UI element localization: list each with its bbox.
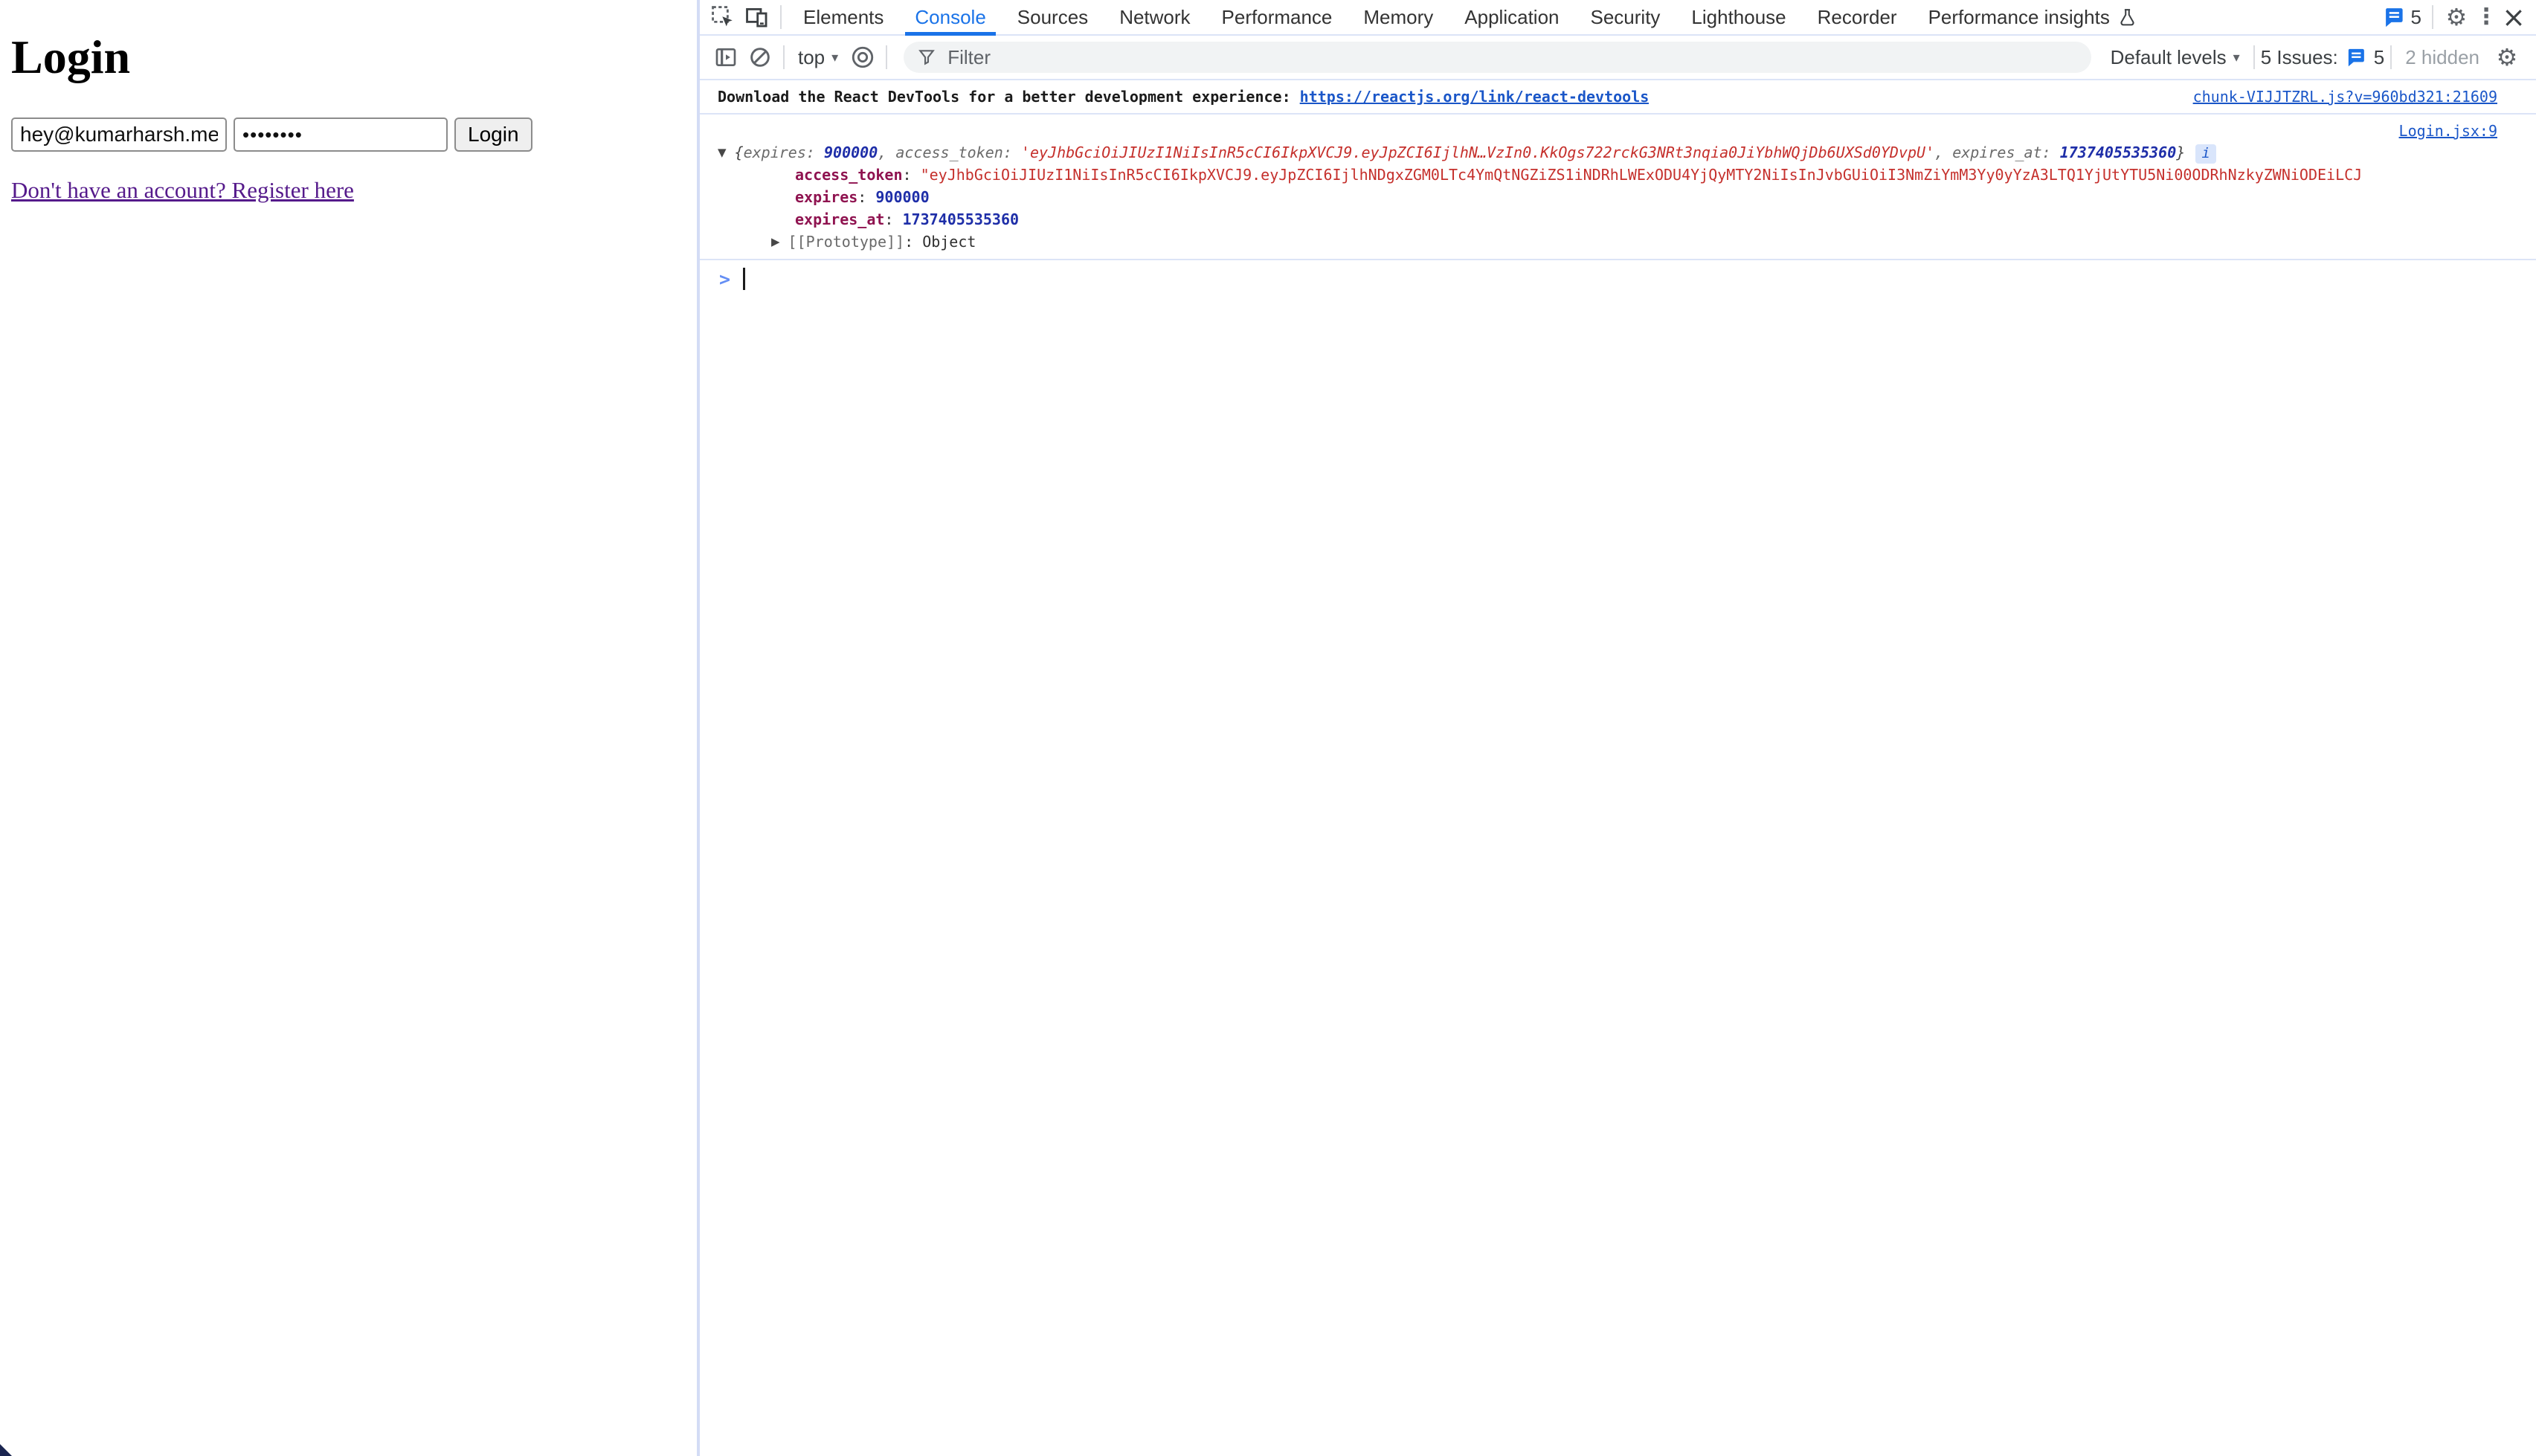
- console-object-property: [718, 208, 2497, 231]
- toolbar-separator: [783, 45, 785, 69]
- devtools-tabbar: [700, 0, 2536, 36]
- devtools-panel: [700, 0, 2536, 1456]
- kebab-menu-icon: ⋮: [2475, 4, 2497, 30]
- property-value: 900000: [875, 188, 930, 206]
- preview-value: 'eyJhbGciOiJIUzI1NiIsInR5cCI6IkpXVCJ9.eyJpZCI6IjlhN…VzIn0.KkOgs722rckG3NRt3nqia0JiYbhWQjDb6UXSd0YDvpU': [1020, 144, 1935, 161]
- tab-console[interactable]: [899, 0, 1001, 34]
- tab-application[interactable]: [1449, 0, 1574, 34]
- property-value: 1737405535360: [902, 210, 1020, 228]
- text-cursor: [743, 268, 745, 290]
- toggle-device-toolbar-button[interactable]: [740, 1, 774, 33]
- live-expression-eye-icon: [850, 45, 875, 70]
- devtools-close-button[interactable]: [2499, 1, 2529, 33]
- execution-context-selector[interactable]: [791, 46, 846, 69]
- login-form: [11, 117, 697, 152]
- tab-label: Lighthouse: [1691, 5, 1786, 28]
- property-value: "eyJhbGciOiJIUzI1NiIsInR5cCI6IkpXVCJ9.eyJpZCI6IjlhNDgxZGM0LTc4YmQtNGZiZS1iNDRhLWExODU4YjQyMTY2NiIsInJvbGUiOiI3NmZiYmM3Yy0yYzA3LTQ1YjUtYTU5Ni00ODRhNzkyZWNiODEiLCJ: [920, 166, 2363, 184]
- tab-memory[interactable]: [1348, 0, 1449, 34]
- chevron-down-icon: ▾: [2233, 49, 2240, 65]
- inspect-cursor-icon: [710, 4, 736, 30]
- page-title: Login: [11, 30, 131, 83]
- expand-expander-icon[interactable]: ▶: [771, 235, 780, 248]
- close-icon: ×: [2502, 1, 2526, 33]
- console-object-property: [718, 186, 2497, 208]
- preview-key: expires_at: [1952, 144, 2042, 161]
- issues-bubble-icon: [2346, 47, 2366, 68]
- issues-counter[interactable]: [2261, 46, 2385, 69]
- inspect-element-button[interactable]: [706, 1, 740, 33]
- console-sidebar-toggle-button[interactable]: [709, 41, 743, 74]
- property-colon: :: [884, 210, 903, 228]
- gear-icon: ⚙: [2445, 3, 2468, 31]
- chevron-down-icon: ▾: [831, 49, 839, 65]
- preview-key: access_token: [895, 144, 1003, 161]
- flask-icon: [2117, 7, 2137, 28]
- tab-network[interactable]: [1104, 0, 1206, 34]
- devtools-settings-button[interactable]: [2439, 1, 2474, 33]
- login-button[interactable]: Login: [454, 117, 532, 152]
- tab-label: Network: [1119, 5, 1191, 28]
- preview-key: expires: [743, 144, 806, 161]
- tabbar-separator: [2432, 5, 2433, 29]
- log-levels-dropdown[interactable]: [2103, 46, 2247, 69]
- clear-console-icon: [748, 45, 772, 69]
- filter-funnel-icon: [917, 48, 936, 67]
- tab-label: Memory: [1363, 5, 1434, 28]
- toolbar-separator: [886, 45, 887, 69]
- console-messages: [700, 80, 2536, 1456]
- prompt-chevron-icon: >: [719, 268, 731, 290]
- issues-count: 5: [2373, 45, 2385, 68]
- tab-performance-insights[interactable]: [1913, 0, 2153, 34]
- console-info-message: [700, 80, 2536, 115]
- login-page: [0, 0, 697, 1456]
- tab-sources[interactable]: [1002, 0, 1104, 34]
- info-message-text: Download the React DevTools for a better development experience: https://reactjs.org/link/react-devtools: [718, 88, 1650, 106]
- info-badge-icon[interactable]: i: [2195, 144, 2215, 164]
- levels-label: Default levels: [2110, 45, 2227, 68]
- console-object-properties: [718, 164, 2497, 231]
- property-key: expires: [795, 188, 858, 206]
- react-devtools-link[interactable]: https://reactjs.org/link/react-devtools: [1299, 88, 1650, 106]
- tab-label: Elements: [803, 5, 884, 28]
- issues-label: 5 Issues:: [2260, 45, 2338, 68]
- message-source-link[interactable]: chunk-VIJJTZRL.js?v=960bd321:21609: [2192, 88, 2497, 106]
- property-key: access_token: [795, 166, 903, 184]
- gear-icon: ⚙: [2496, 43, 2518, 71]
- corner-resize-artifact: [0, 1444, 12, 1456]
- create-live-expression-button[interactable]: [846, 41, 880, 74]
- device-toolbar-icon: [744, 4, 770, 30]
- tab-label: Performance insights: [1928, 5, 2110, 28]
- toolbar-separator: [2253, 45, 2255, 69]
- object-preview-line: ▼ {expires: 900000, access_token: 'eyJhbGciOiJIUzI1NiIsInR5cCI6IkpXVCJ9.eyJpZCI6IjlhN…VzIn0.KkOgs722rckG3NRt3nqia0JiYbhWQjDb6UXSd0YDvpU', expires_at: 1737405535360} i: [718, 142, 2497, 164]
- tab-lighthouse[interactable]: [1676, 0, 1801, 34]
- tabbar-right-controls: [2378, 1, 2529, 33]
- console-log-row: [700, 115, 2536, 260]
- property-colon: :: [902, 166, 921, 184]
- tab-label: Application: [1464, 5, 1560, 28]
- tab-recorder[interactable]: [1802, 0, 1913, 34]
- tab-label: Sources: [1017, 5, 1089, 28]
- tab-label: Console: [915, 5, 986, 28]
- clear-console-button[interactable]: [743, 41, 777, 74]
- context-label: top: [798, 45, 826, 68]
- preview-value: 1737405535360: [2059, 144, 2177, 161]
- password-field[interactable]: [234, 117, 448, 152]
- toolbar-separator: [2390, 45, 2392, 69]
- property-key: expires_at: [795, 210, 885, 228]
- tab-label: Performance: [1221, 5, 1333, 28]
- message-source-link[interactable]: Login.jsx:9: [2398, 122, 2497, 140]
- devtools-tabbar-tabs: [788, 0, 2153, 34]
- preview-value: 900000: [823, 144, 878, 161]
- filter-input[interactable]: [946, 45, 2077, 70]
- register-link[interactable]: Don't have an account? Register here: [11, 177, 354, 203]
- tab-security[interactable]: [1575, 0, 1676, 34]
- issues-button[interactable]: [2378, 1, 2426, 33]
- console-toolbar: [700, 36, 2536, 80]
- hidden-messages-label: 2 hidden: [2405, 45, 2479, 68]
- console-prompt[interactable]: [700, 260, 2536, 297]
- console-sidebar-icon: [714, 45, 738, 69]
- tab-label: Security: [1590, 5, 1661, 28]
- console-filter[interactable]: [904, 42, 2091, 73]
- email-field[interactable]: [11, 117, 227, 152]
- prototype-row: ▶ [[Prototype]]: Object: [771, 233, 976, 251]
- devtools-menu-button[interactable]: [2474, 1, 2499, 33]
- tab-elements[interactable]: [788, 0, 899, 34]
- tabbar-separator: [780, 5, 782, 29]
- console-settings-button[interactable]: [2490, 41, 2524, 74]
- collapse-expander-icon[interactable]: ▼: [718, 146, 727, 159]
- console-object-property: [718, 164, 2497, 186]
- property-colon: :: [857, 188, 876, 206]
- issues-count: 5: [2410, 5, 2421, 28]
- issues-bubble-icon: [2383, 6, 2405, 28]
- tab-performance[interactable]: [1206, 0, 1348, 34]
- tab-label: Recorder: [1817, 5, 1897, 28]
